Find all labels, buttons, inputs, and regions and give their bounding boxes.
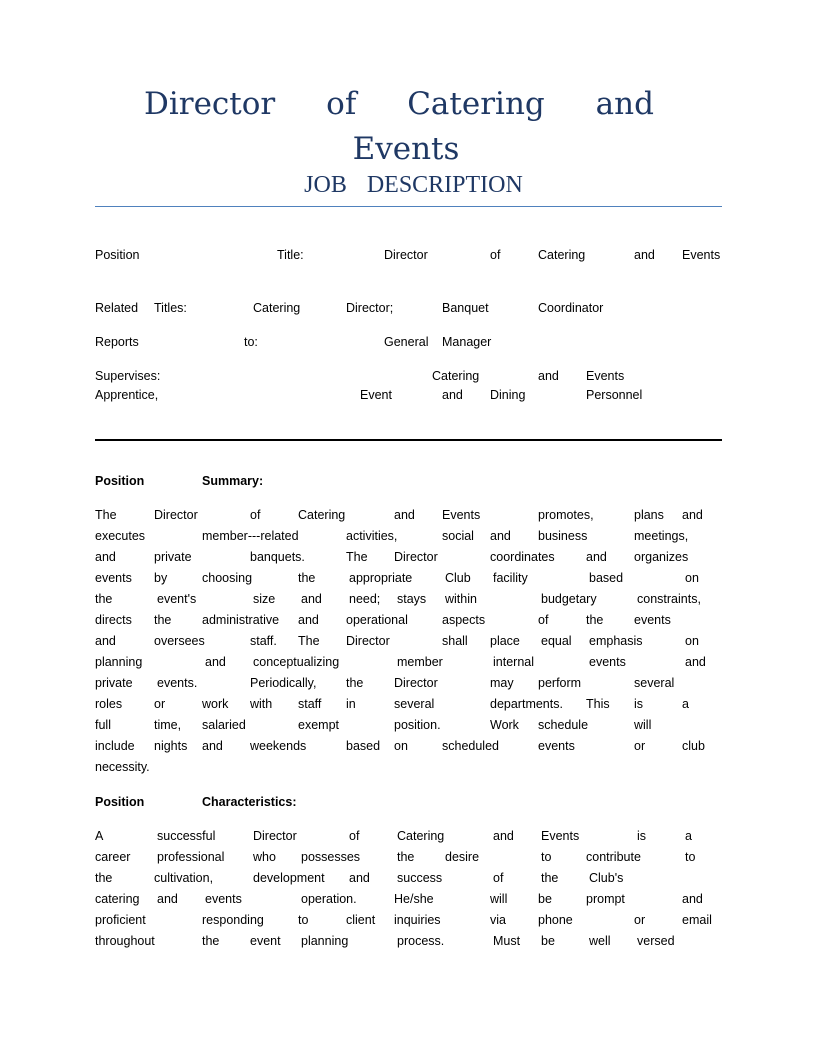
word: budgetary — [541, 592, 597, 606]
value-word: Director — [384, 248, 428, 262]
label-word: Titles: — [154, 301, 187, 315]
word: is — [637, 829, 647, 843]
title-word: Catering — [407, 86, 545, 122]
section-divider — [95, 439, 722, 441]
word: promotes, — [538, 508, 594, 522]
word: perform — [538, 676, 582, 690]
word: events — [634, 613, 671, 627]
word: oversees — [154, 634, 205, 648]
word: Work — [490, 718, 519, 732]
word: the — [95, 592, 113, 606]
word: versed — [637, 934, 675, 948]
word: process. — [397, 934, 445, 948]
word: events — [538, 739, 575, 753]
word: position. — [394, 718, 441, 732]
word: and — [685, 655, 706, 669]
word: emphasis — [589, 634, 643, 648]
word: coordinates — [490, 550, 555, 564]
word: Club — [445, 571, 471, 585]
word: is — [634, 697, 644, 711]
heading-word: Position — [95, 474, 145, 488]
word: conceptualizing — [253, 655, 340, 669]
value-word: Event — [360, 388, 392, 402]
label-word: Position — [95, 248, 140, 262]
value-word: Catering — [432, 369, 480, 383]
value-word: Apprentice, — [95, 388, 159, 402]
word: based — [589, 571, 624, 585]
value-word: Director; — [346, 301, 394, 315]
word: a — [685, 829, 692, 843]
word: nights — [154, 739, 188, 753]
word: and — [349, 871, 370, 885]
word: of — [493, 871, 504, 885]
word: will — [490, 892, 508, 906]
word: exempt — [298, 718, 339, 732]
word: and — [682, 508, 703, 522]
word: several — [634, 676, 675, 690]
word: be — [538, 892, 552, 906]
label-word: Title: — [277, 248, 304, 262]
word: business — [538, 529, 588, 543]
word: by — [154, 571, 168, 585]
word: weekends — [250, 739, 307, 753]
word: and — [95, 550, 116, 564]
word: the — [586, 613, 604, 627]
word: Events — [541, 829, 580, 843]
word: email — [682, 913, 712, 927]
word: Periodically, — [250, 676, 317, 690]
word: facility — [493, 571, 528, 585]
value-word: and — [442, 388, 463, 402]
word: aspects — [442, 613, 486, 627]
heading-word: Characteristics: — [202, 795, 297, 809]
word: operation. — [301, 892, 357, 906]
word: or — [634, 913, 646, 927]
word: and — [95, 634, 116, 648]
word: planning — [301, 934, 349, 948]
word: event — [250, 934, 281, 948]
value-word: Banquet — [442, 301, 489, 315]
word: and — [157, 892, 178, 906]
word: who — [253, 850, 276, 864]
word: desire — [445, 850, 480, 864]
word: within — [445, 592, 477, 606]
word: on — [685, 571, 699, 585]
word: equal — [541, 634, 572, 648]
value-word: Catering — [253, 301, 301, 315]
word: This — [586, 697, 610, 711]
value-word: Dining — [490, 388, 526, 402]
word: events. — [157, 676, 198, 690]
word: contribute — [586, 850, 641, 864]
word: development — [253, 871, 325, 885]
word: responding — [202, 913, 264, 927]
word: Club's — [589, 871, 624, 885]
word: salaried — [202, 718, 246, 732]
word: include — [95, 739, 135, 753]
word: inquiries — [394, 913, 441, 927]
word: prompt — [586, 892, 625, 906]
value-word: Manager — [442, 335, 492, 349]
word: club — [682, 739, 705, 753]
word: successful — [157, 829, 216, 843]
word: Events — [442, 508, 481, 522]
word: and — [202, 739, 223, 753]
word: organizes — [634, 550, 689, 564]
word: of — [349, 829, 360, 843]
word: the — [541, 871, 559, 885]
word: based — [346, 739, 381, 753]
word: time, — [154, 718, 182, 732]
word: schedule — [538, 718, 589, 732]
word: to — [541, 850, 552, 864]
word: the — [202, 934, 220, 948]
word: meetings, — [634, 529, 689, 543]
value-word: of — [490, 248, 501, 262]
word: on — [685, 634, 699, 648]
word: several — [394, 697, 435, 711]
word: and — [301, 592, 322, 606]
word: Must — [493, 934, 521, 948]
word: Director — [253, 829, 297, 843]
word: the — [298, 571, 316, 585]
word: Catering — [298, 508, 346, 522]
word: and — [493, 829, 514, 843]
word: throughout — [95, 934, 155, 948]
word: scheduled — [442, 739, 499, 753]
word: a — [682, 697, 689, 711]
word: be — [541, 934, 555, 948]
word: the — [346, 676, 364, 690]
word: phone — [538, 913, 573, 927]
word: size — [253, 592, 276, 606]
word: the — [397, 850, 415, 864]
word: social — [442, 529, 474, 543]
word: full — [95, 718, 111, 732]
word: Catering — [397, 829, 445, 843]
word: cultivation, — [154, 871, 214, 885]
title-line-1 — [144, 82, 654, 127]
value-word: Events — [682, 248, 721, 262]
word: work — [202, 697, 229, 711]
word: may — [490, 676, 514, 690]
value-word: Catering — [538, 248, 586, 262]
title-word: of — [326, 86, 357, 122]
value-word: and — [634, 248, 655, 262]
word: administrative — [202, 613, 280, 627]
document-title — [144, 82, 654, 172]
word: private — [154, 550, 192, 564]
word: and — [490, 529, 511, 543]
word: constraints, — [637, 592, 701, 606]
word: will — [634, 718, 652, 732]
value-word: Coordinator — [538, 301, 604, 315]
title-word: Director — [144, 86, 276, 122]
word: departments. — [490, 697, 563, 711]
word: executes — [95, 529, 146, 543]
word: with — [250, 697, 273, 711]
word: roles — [95, 697, 123, 711]
word: and — [586, 550, 607, 564]
label-word: to: — [244, 335, 258, 349]
document-subtitle: JOB DESCRIPTION — [304, 172, 523, 198]
word: well — [589, 934, 611, 948]
word: possesses — [301, 850, 361, 864]
word: via — [490, 913, 506, 927]
word: member---related — [202, 529, 299, 543]
title-line-2: Events — [352, 131, 460, 167]
word: professional — [157, 850, 225, 864]
word: banquets. — [250, 550, 305, 564]
word: and — [682, 892, 703, 906]
word: need; — [349, 592, 381, 606]
word: and — [394, 508, 415, 522]
word: necessity. — [95, 760, 150, 774]
word: or — [634, 739, 646, 753]
word: events — [589, 655, 626, 669]
word: success — [397, 871, 443, 885]
word: client — [346, 913, 376, 927]
title-divider — [95, 206, 722, 207]
word: the — [154, 613, 172, 627]
word: in — [346, 697, 356, 711]
word: choosing — [202, 571, 253, 585]
word: career — [95, 850, 131, 864]
value-word: and — [538, 369, 559, 383]
word: on — [394, 739, 408, 753]
word: staff. — [250, 634, 277, 648]
word: internal — [493, 655, 534, 669]
word: member — [397, 655, 443, 669]
word: appropriate — [349, 571, 413, 585]
word: event's — [157, 592, 197, 606]
word: proficient — [95, 913, 146, 927]
word: events — [95, 571, 132, 585]
word: events — [205, 892, 242, 906]
word: of — [250, 508, 261, 522]
word: operational — [346, 613, 408, 627]
word: A — [95, 829, 104, 843]
word: planning — [95, 655, 143, 669]
word: to — [298, 913, 309, 927]
label-word: Reports — [95, 335, 139, 349]
label-word: Supervises: — [95, 369, 161, 383]
word: and — [205, 655, 226, 669]
word: shall — [442, 634, 468, 648]
value-word: Events — [586, 369, 625, 383]
word: The — [298, 634, 320, 648]
word: Director — [394, 676, 438, 690]
word: directs — [95, 613, 132, 627]
word: The — [95, 508, 117, 522]
heading-word: Position — [95, 795, 145, 809]
word: plans — [634, 508, 664, 522]
word: catering — [95, 892, 140, 906]
label-word: Related — [95, 301, 139, 315]
word: Director — [346, 634, 390, 648]
word: and — [298, 613, 319, 627]
heading-word: Summary: — [202, 474, 264, 488]
word: activities, — [346, 529, 398, 543]
word: Director — [154, 508, 198, 522]
word: He/she — [394, 892, 434, 906]
word: of — [538, 613, 549, 627]
value-word: General — [384, 335, 429, 349]
title-word: and — [595, 86, 654, 122]
word: or — [154, 697, 166, 711]
word: private — [95, 676, 133, 690]
word: place — [490, 634, 520, 648]
word: stays — [397, 592, 427, 606]
word: the — [95, 871, 113, 885]
value-word: Personnel — [586, 388, 643, 402]
word: Director — [394, 550, 438, 564]
word: The — [346, 550, 368, 564]
word: to — [685, 850, 696, 864]
word: staff — [298, 697, 322, 711]
